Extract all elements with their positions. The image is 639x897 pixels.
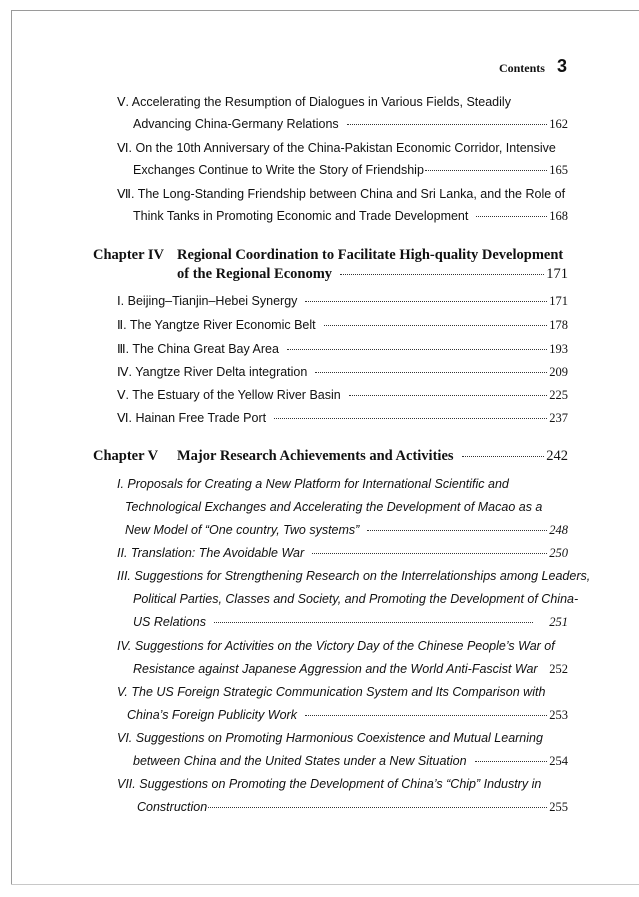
toc-entry-line [117,94,568,109]
toc-entry-text: Think Tanks in Promoting Economic and Trade Development [133,209,469,223]
dot-leader [349,395,548,396]
toc-entry-line [125,500,568,514]
toc-entry-text: Ⅴ. Accelerating the Resumption of Dialogues in Various Fields, Steadily [117,95,511,109]
dot-leader [340,274,544,275]
toc-page-number: 178 [549,318,568,332]
toc-page-number: 165 [549,163,568,177]
toc-entry-text: Technological Exchanges and Accelerating the Development of Macao as a [125,500,543,514]
toc-entry-line [117,477,568,491]
dot-leader [274,418,547,419]
toc-entry-line [117,293,568,309]
chapter-title: of the Regional Economy [177,266,333,282]
dot-leader [476,216,547,217]
toc-page-number: 168 [549,209,568,223]
toc-entry-text: VI. Suggestions on Promoting Harmonious Coexistence and Mutual Learning [117,731,543,745]
chapter-heading-line [93,247,568,264]
chapter-heading-line [177,266,568,283]
toc-page-number: 251 [549,615,568,629]
toc-entry-text: Ⅵ. Hainan Free Trade Port [117,411,267,425]
toc-entry-text: Ⅰ. Beijing–Tianjin–Hebei Synergy [117,294,298,308]
toc-entry-text: Political Parties, Classes and Society, and Promoting the Development of China- [133,592,579,606]
running-header-title: Contents [498,61,545,75]
toc-entry-line [117,777,568,791]
toc-entry-line [117,341,568,357]
chapter-page-number: 171 [546,266,568,282]
toc-entry-text: US Relations [133,615,206,629]
toc-entry-line [117,731,568,745]
toc-entry-text: III. Suggestions for Strengthening Research on the Interrelationships among Leaders, [117,569,591,583]
toc-entry-line [127,708,568,723]
dot-leader [315,372,547,373]
toc-page-number: 252 [549,662,568,676]
dot-leader [462,456,545,457]
toc-entry-line [133,754,568,769]
dot-leader [305,301,547,302]
toc-entry-line [133,209,568,224]
toc-page-number: 253 [549,708,568,722]
dot-leader [208,807,547,808]
top-border-line [12,10,639,11]
toc-page-number: 237 [549,411,568,425]
toc-page-number: 254 [549,754,568,768]
toc-entry-line [117,546,568,561]
left-border-line [11,10,12,885]
toc-entry-line [117,639,568,653]
toc-entry-text: V. The US Foreign Strategic Communication System and Its Comparison with [117,685,546,699]
toc-entry-text: Construction [137,800,208,814]
toc-entry-text: New Model of “One country, Two systems” [125,523,360,537]
toc-entry-text: Ⅲ. The China Great Bay Area [117,342,279,356]
toc-entry-line [117,140,568,155]
toc-entry-text: Ⅳ. Yangtze River Delta integration [117,365,308,379]
toc-entry-line [117,186,568,201]
toc-page-number: 250 [549,546,568,560]
toc-page-number: 209 [549,365,568,379]
toc-entry-line [117,569,591,583]
dot-leader [287,349,547,350]
toc-page-number: 162 [549,117,568,131]
chapter-title: Major Research Achievements and Activities [177,448,454,464]
toc-entry-text: China’s Foreign Publicity Work [127,708,297,722]
toc-entry-text: IV. Suggestions for Activities on the Victory Day of the Chinese People’s War of [117,639,555,653]
toc-entry-text: Ⅱ. The Yangtze River Economic Belt [117,318,316,332]
toc-entry-line [133,592,579,606]
dot-leader [305,715,547,716]
toc-entry-line [133,662,568,677]
toc-entry-text: Advancing China-Germany Relations [133,117,339,131]
toc-entry-line [133,117,568,132]
dot-leader [367,530,547,531]
dot-leader [425,170,547,171]
chapter-title: Regional Coordination to Facilitate High-quality Development [177,247,564,263]
chapter-heading-line [93,448,568,465]
dot-leader [347,124,548,125]
chapter-label: Chapter IV [93,247,165,263]
running-header-page-number: 3 [556,56,567,76]
toc-page-number: 171 [549,294,568,308]
toc-entry-text: II. Translation: The Avoidable War [117,546,305,560]
toc-entry-text: between China and the United States under a New Situation [133,754,467,768]
toc-page-number: 255 [549,800,568,814]
toc-entry-line [117,317,568,333]
dot-leader [312,553,547,554]
toc-entry-text: Exchanges Continue to Write the Story of Friendship [133,163,424,177]
toc-entry-line [133,163,568,178]
toc-entry-text: VII. Suggestions on Promoting the Development of China’s “Chip” Industry in [117,777,542,791]
toc-entry-text: I. Proposals for Creating a New Platform for International Scientific and [117,477,509,491]
chapter-label: Chapter V [93,448,159,464]
toc-entry-line [117,364,568,380]
toc-page-number: 225 [549,388,568,402]
running-header [499,56,567,77]
bottom-border-line [11,884,639,885]
toc-entry-line [125,523,568,538]
chapter-page-number: 242 [546,448,568,464]
toc-entry-text: Ⅵ. On the 10th Anniversary of the China-Pakistan Economic Corridor, Intensive [117,141,556,155]
toc-entry-line [117,387,568,403]
toc-entry-line [137,800,568,815]
toc-page-number: 193 [549,342,568,356]
toc-entry-line [133,615,568,630]
toc-entry-line [117,685,568,699]
toc-entry-text: Resistance against Japanese Aggression and the World Anti-Fascist War [133,662,538,676]
toc-entry-line [117,410,568,426]
dot-leader [475,761,548,762]
dot-leader [324,325,548,326]
toc-page-number: 248 [549,523,568,537]
toc-entry-text: Ⅴ. The Estuary of the Yellow River Basin [117,388,341,402]
dot-leader [214,622,533,623]
toc-entry-text: Ⅶ. The Long-Standing Friendship between China and Sri Lanka, and the Role of [117,187,566,201]
